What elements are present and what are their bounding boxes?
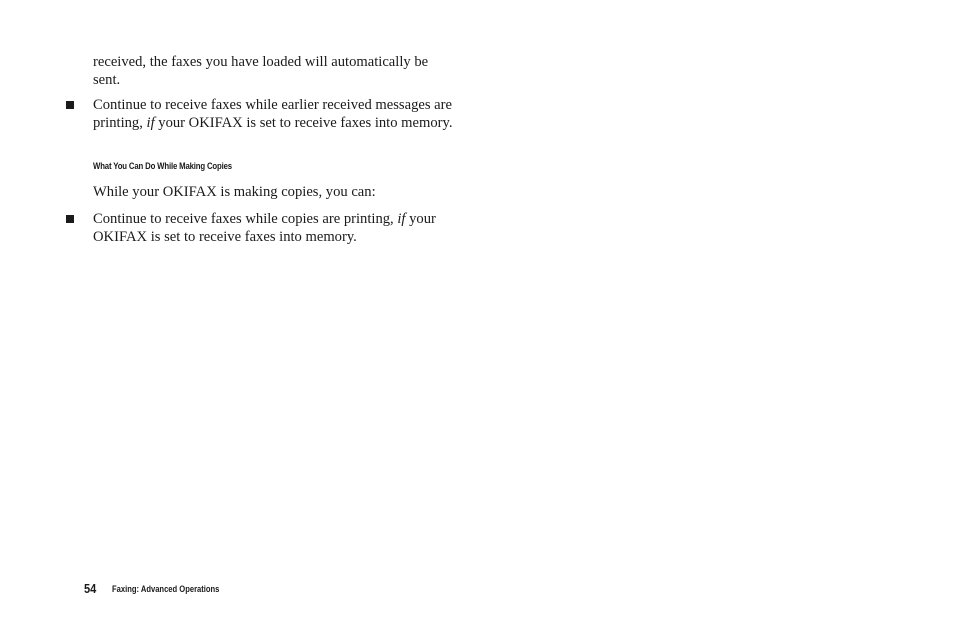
- bullet-text-end: your OKIFAX is set to receive faxes into memory.: [154, 114, 453, 131]
- section-subheading: What You Can Do While Making Copies: [93, 161, 232, 172]
- bullet-text-emphasis: if: [397, 211, 406, 227]
- continued-paragraph: received, the faxes you have loaded will automatically be sent.: [93, 54, 429, 88]
- bullet-text-end: your OKIFAX is set to receive faxes into memory.: [93, 211, 436, 245]
- bullet-text-start: Continue to receive faxes while earlier received messages are printing,: [93, 97, 452, 131]
- bullet-text-emphasis: if: [146, 114, 155, 131]
- intro-paragraph: While your OKIFAX is making copies, you can:: [93, 184, 376, 200]
- footer-section-title: Faxing: Advanced Operations: [112, 584, 220, 595]
- bullet-item-receive-while-printing: [93, 97, 453, 132]
- page-number: 54: [84, 581, 97, 596]
- bullet-text-start: Continue to receive faxes while copies are printing,: [93, 211, 398, 227]
- bullet-square-icon: [66, 215, 74, 223]
- bullet-item-receive-while-copying: [93, 211, 453, 246]
- bullet-square-icon: [66, 101, 74, 109]
